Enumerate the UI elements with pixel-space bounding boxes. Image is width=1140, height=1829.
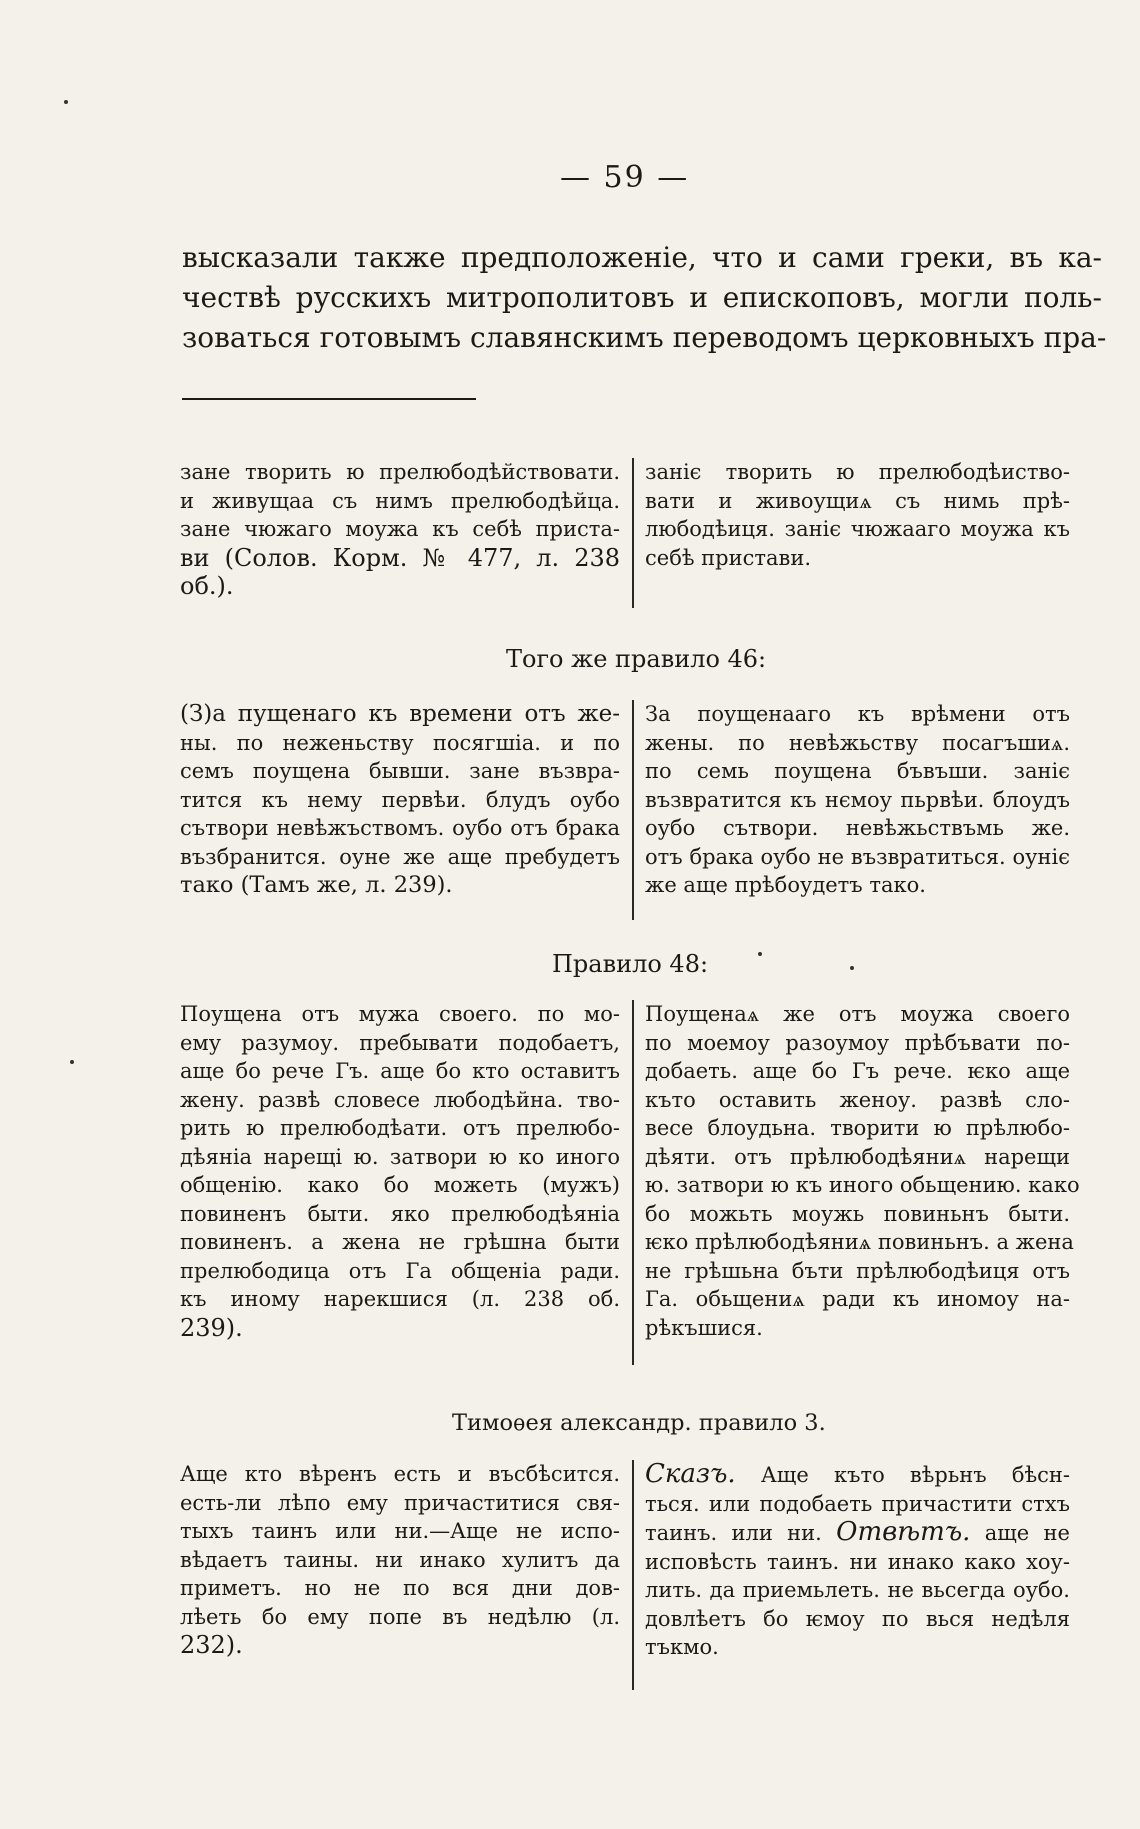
column-line: тъкмо. bbox=[645, 1635, 719, 1659]
footnote-section-3 bbox=[180, 1000, 1080, 1365]
left-column bbox=[180, 458, 620, 601]
column-line: лить. да приемьлеть. не вьсегда оубо. bbox=[645, 1578, 1070, 1602]
print-speck bbox=[850, 966, 854, 970]
column-line: вати и живоущиѧ съ нимь прѣ- bbox=[645, 488, 1070, 513]
column-line: Аще кто вѣренъ есть и въсбѣсится. bbox=[180, 1462, 620, 1486]
column-line: тыхъ таинъ или ни.—Аще не испо- bbox=[180, 1519, 620, 1543]
column-line: же аще прѣбоудетъ тако. bbox=[645, 873, 926, 897]
right-column bbox=[645, 1000, 1080, 1342]
column-divider bbox=[632, 1000, 634, 1365]
column-line: жены. по невѣжьству посагъшиѧ. bbox=[645, 730, 1070, 755]
column-line: приметъ. но не по вся дни дов- bbox=[180, 1576, 620, 1600]
column-line: зане чюжаго моужа къ себѣ пристa- bbox=[180, 517, 620, 541]
column-line: оубо сътвори. невѣжьствъмь же. bbox=[645, 816, 1070, 840]
column-line: не грѣшьна бъти прѣлюбодѣиця отъ bbox=[645, 1258, 1070, 1283]
italic-term: Сказъ. bbox=[645, 1459, 736, 1489]
column-line: бо можьть моужь повиньнъ быти. bbox=[645, 1201, 1070, 1226]
column-line: За поущенаaго къ врѣмени отъ bbox=[645, 702, 1070, 726]
column-line: повиненъ быти. яко прелюбодѣяніа bbox=[180, 1201, 620, 1226]
column-line: зане творить ю прелюбодѣйствовати. bbox=[180, 460, 620, 484]
column-line: дѣяти. отъ прѣлюбодѣяниѧ нарещи bbox=[645, 1144, 1070, 1169]
column-line: рить ю прелюбодѣати. отъ прелюбо- bbox=[180, 1116, 620, 1140]
column-line: есть-ли лѣпо ему причаститися свя- bbox=[180, 1490, 620, 1515]
column-line: ться. или подобаеть причастити стхъ bbox=[645, 1491, 1070, 1516]
column-line: об.). bbox=[180, 572, 234, 600]
column-line: Га. обьщениѧ ради къ иномоу на- bbox=[645, 1287, 1070, 1311]
right-column bbox=[645, 700, 1070, 900]
body-line: зоваться готовымъ славянскимъ переводомъ церковныхъ пра- bbox=[182, 321, 1107, 354]
column-divider bbox=[632, 458, 634, 608]
column-line: довлѣетъ бо ѥмоу по вься недѣля bbox=[645, 1606, 1070, 1631]
section-heading: Правило 48: bbox=[552, 950, 709, 978]
column-line: къ иному нарекшися (л. 238 об. bbox=[180, 1287, 620, 1311]
print-speck bbox=[64, 100, 68, 104]
column-line: дѣяніа нарещі ю. затвори ю ко иного bbox=[180, 1144, 620, 1169]
column-line: тако (Тамъ же, л. 239). bbox=[180, 872, 453, 898]
column-line: жену. развѣ словесе любодѣйна. тво- bbox=[180, 1087, 620, 1112]
section-heading: Того же правило 46: bbox=[506, 645, 767, 673]
body-line: чествѣ русскихъ митрополитовъ и епископовъ, могли поль- bbox=[182, 281, 1102, 314]
left-column bbox=[180, 1000, 620, 1342]
column-line: исповѣсть таинъ. ни инако како хоу- bbox=[645, 1549, 1070, 1574]
column-line bbox=[645, 1518, 1070, 1548]
column-line: ви (Солов. Корм. № 477, л. 238 bbox=[180, 543, 620, 572]
column-line: и живущаа съ нимъ прелюбодѣйца. bbox=[180, 488, 620, 513]
column-line: повиненъ. а жена не грѣшна быти bbox=[180, 1230, 620, 1254]
column-line: семъ поущена бывши. зане възвра- bbox=[180, 759, 620, 783]
column-line: по моемоу разоумоу прѣбъвати по- bbox=[645, 1030, 1070, 1055]
column-line: (З)а пущенаго къ времени отъ же- bbox=[180, 701, 620, 727]
column-line: себѣ пристави. bbox=[645, 545, 812, 570]
text-run: таинъ. или ни. bbox=[645, 1521, 822, 1545]
right-column bbox=[645, 458, 1070, 572]
column-line: тится къ нему первѣи. блудъ оубо bbox=[180, 787, 620, 812]
column-line: любодѣиця. заніє чюжаaго моужа къ bbox=[645, 517, 1070, 541]
column-line: аще бо рече Гъ. аще бо кто оставитъ bbox=[180, 1059, 620, 1083]
column-line: прелюбодица отъ Га общеніа ради. bbox=[180, 1258, 620, 1283]
print-speck bbox=[758, 952, 762, 956]
column-line: рѣкъшися. bbox=[645, 1315, 763, 1340]
column-line: сътвори невѣжъствомъ. оубо отъ брака bbox=[180, 816, 620, 840]
column-line: ему разумоу. пребывати подобаетъ, bbox=[180, 1030, 620, 1055]
column-line: 239). bbox=[180, 1313, 243, 1342]
page-number: — 59 — bbox=[560, 160, 690, 195]
column-line: Поущенаѧ же отъ моужа своего bbox=[645, 1002, 1070, 1026]
column-line: вѣдаетъ таины. ни инако хулитъ да bbox=[180, 1547, 620, 1572]
column-line: весе блоудьна. творити ю прѣлюбо- bbox=[645, 1116, 1070, 1140]
left-column bbox=[180, 700, 620, 900]
column-line: ны. по неженьству посягшіа. и по bbox=[180, 730, 620, 755]
footnote-section-2 bbox=[180, 700, 1070, 920]
footnote-rule bbox=[182, 398, 476, 400]
column-line: лѣеть бо ему попе въ недѣлю (л. bbox=[180, 1604, 620, 1629]
column-line: 232). bbox=[180, 1631, 243, 1659]
column-line: добаеть. аще бо Гъ рече. ѥко аще bbox=[645, 1059, 1070, 1083]
column-line: по семь поущена бъвъши. заніє bbox=[645, 759, 1070, 783]
column-line: заніє творить ю прелюбодѣиство- bbox=[645, 460, 1070, 484]
right-column bbox=[645, 1460, 1070, 1662]
column-line: Поущена отъ мужа своего. по мо- bbox=[180, 1002, 620, 1026]
text-run: аще не bbox=[984, 1521, 1070, 1545]
footnote-section-4 bbox=[180, 1460, 1070, 1690]
column-line: отъ брака оубо не възвратиться. оуніє bbox=[645, 844, 1070, 869]
column-line: общенію. како бо можеть (мужъ) bbox=[180, 1173, 620, 1197]
column-divider bbox=[632, 1460, 634, 1690]
body-paragraph bbox=[182, 238, 1107, 358]
body-line: высказали также предположеніе, что и сами греки, въ ка- bbox=[182, 241, 1102, 274]
text-run: Аще къто вѣрьнъ бѣсн- bbox=[760, 1463, 1070, 1487]
column-line: къто оставить женоу. развѣ сло- bbox=[645, 1087, 1070, 1112]
column-line: възбранится. оуне же аще пребудетъ bbox=[180, 844, 620, 869]
footnote-section-1 bbox=[180, 458, 1070, 608]
italic-term: Отвѣтъ. bbox=[836, 1517, 971, 1547]
column-divider bbox=[632, 700, 634, 920]
column-line bbox=[645, 1460, 1070, 1490]
left-column bbox=[180, 1460, 620, 1660]
section-heading: Тимоѳея александр. правило 3. bbox=[452, 1410, 826, 1436]
column-line: ѥко прѣлюбодѣяниѧ повиньнъ. а жена bbox=[645, 1230, 1074, 1254]
print-speck bbox=[70, 1060, 74, 1064]
column-line: възвратится къ нємоу пьрвѣи. блоудъ bbox=[645, 787, 1070, 812]
column-line: ю. затвори ю къ иного обьщению. како bbox=[645, 1173, 1080, 1197]
